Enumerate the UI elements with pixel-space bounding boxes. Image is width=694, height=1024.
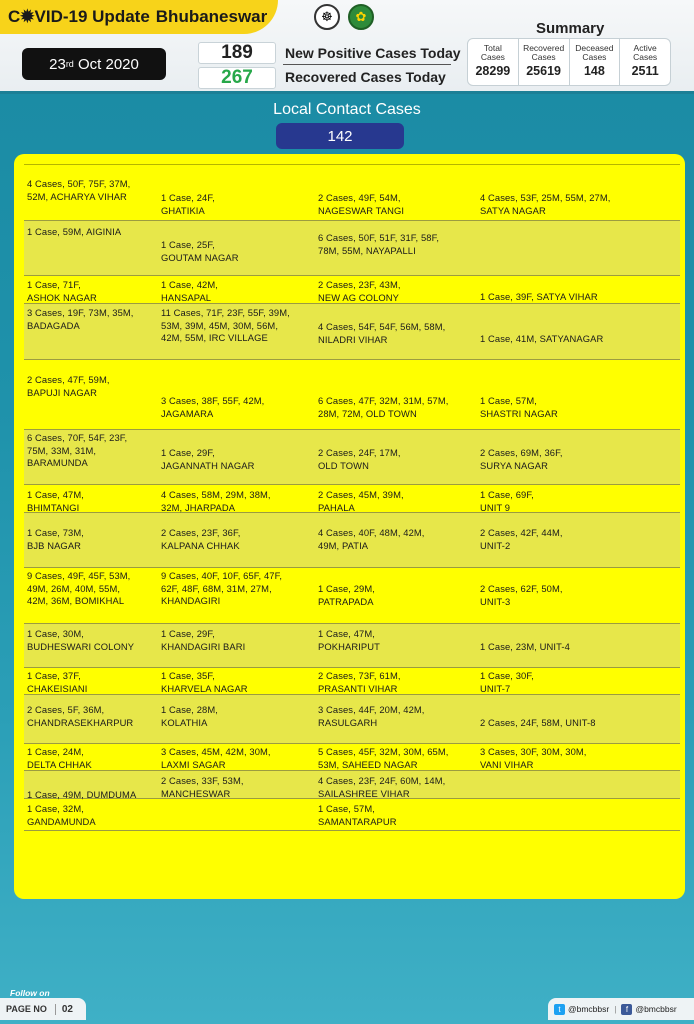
facebook-icon[interactable]: f xyxy=(621,1004,632,1015)
local-contact-title: Local Contact Cases xyxy=(273,101,421,118)
table-row xyxy=(24,799,680,831)
table-row xyxy=(24,168,680,221)
case-cell: 5 Cases, 45F, 32M, 30M, 65M, 53M, SAHEED NAGAR xyxy=(318,746,449,770)
case-cell: 1 Case, 35F, KHARVELA NAGAR xyxy=(161,670,248,694)
summary-value: 28299 xyxy=(475,64,511,78)
case-cell: 2 Cases, 5F, 36M, CHANDRASEKHARPUR xyxy=(27,704,134,728)
case-cell: 1 Case, 29M, PATRAPADA xyxy=(318,583,375,607)
bmc-logo-icon: ✿ xyxy=(348,4,374,30)
summary-value: 2511 xyxy=(631,64,659,78)
summary-label: Active Cases xyxy=(633,43,658,62)
table-row xyxy=(24,668,680,695)
case-cell: 3 Cases, 44F, 20M, 42M, RASULGARH xyxy=(318,704,425,728)
new-positive-label: New Positive Cases Today xyxy=(285,45,461,61)
new-positive-count: 189 xyxy=(198,42,276,64)
case-cell: 1 Case, 28M, KOLATHIA xyxy=(161,704,218,728)
case-cell: 6 Cases, 47F, 32M, 31M, 57M, 28M, 72M, OLD TOWN xyxy=(318,395,449,419)
case-cell: 3 Cases, 45M, 42M, 30M, LAXMI SAGAR xyxy=(161,746,271,770)
page-label: PAGE NO xyxy=(6,1004,47,1014)
case-cell: 1 Case, 29F, JAGANNATH NAGAR xyxy=(161,447,255,471)
summary-deceased xyxy=(570,39,621,85)
divider xyxy=(24,164,680,165)
header xyxy=(0,0,694,94)
case-cell: 1 Case, 24M, DELTA CHHAK xyxy=(27,746,92,770)
table-row xyxy=(24,360,680,430)
table-row xyxy=(24,695,680,744)
summary-value: 25619 xyxy=(526,64,561,78)
case-cell: 3 Cases, 19F, 73M, 35M, BADAGADA xyxy=(27,307,134,331)
case-cell: 1 Case, 24F, GHATIKIA xyxy=(161,192,215,216)
case-cell: 2 Cases, 73F, 61M, PRASANTI VIHAR xyxy=(318,670,401,694)
summary-label: Deceased Cases xyxy=(575,43,614,62)
case-cell: 1 Case, 59M, AIGINIA xyxy=(27,226,122,237)
title-banner xyxy=(0,0,278,34)
case-cell: 1 Case, 57M, SHASTRI NAGAR xyxy=(480,395,558,419)
recovered-today-label: Recovered Cases Today xyxy=(285,69,446,85)
date-rest: Oct 2020 xyxy=(78,55,139,73)
follow-on-label: Follow on xyxy=(10,988,50,998)
table-row xyxy=(24,276,680,304)
case-cell: 4 Cases, 50F, 75F, 37M, 52M, ACHARYA VIHAR xyxy=(27,178,131,202)
case-cell: 2 Cases, 23F, 36F, KALPANA CHHAK xyxy=(161,527,241,551)
case-cell: 1 Case, 73M, BJB NAGAR xyxy=(27,527,84,551)
case-cell: 1 Case, 42M, HANSAPAL xyxy=(161,279,218,303)
twitter-icon[interactable]: t xyxy=(554,1004,565,1015)
case-cell: 1 Case, 49M, DUMDUMA xyxy=(27,789,137,800)
page-number: 02 xyxy=(55,1004,73,1015)
case-cell: 1 Case, 37F, CHAKEISIANI xyxy=(27,670,88,694)
case-cell: 9 Cases, 40F, 10F, 65F, 47F, 62F, 48F, 68M, 31M, 27M, KHANDAGIRI xyxy=(161,570,283,606)
twitter-handle[interactable]: @bmcbbsr xyxy=(568,1004,610,1014)
summary-box xyxy=(467,38,671,86)
table-row xyxy=(24,221,680,276)
case-cell: 1 Case, 32M, GANDAMUNDA xyxy=(27,803,96,827)
table-row xyxy=(24,304,680,360)
case-cell: 2 Cases, 45M, 39M, PAHALA xyxy=(318,489,404,513)
case-cell: 4 Cases, 54F, 54F, 56M, 58M, NILADRI VIHAR xyxy=(318,321,446,345)
case-cell: 1 Case, 23M, UNIT-4 xyxy=(480,641,570,652)
case-cell: 1 Case, 30F, UNIT-7 xyxy=(480,670,534,694)
odisha-govt-logo-icon: ☸ xyxy=(314,4,340,30)
case-cell: 2 Cases, 23F, 43M, NEW AG COLONY xyxy=(318,279,401,303)
table-row xyxy=(24,513,680,568)
summary-title: Summary xyxy=(536,20,605,37)
table-row xyxy=(24,485,680,513)
recovered-today-count: 267 xyxy=(198,67,276,89)
summary-active xyxy=(620,39,670,85)
title-covid: C✹VID-19 Update xyxy=(8,7,150,26)
summary-value: 148 xyxy=(583,64,605,78)
case-cell: 1 Case, 41M, SATYANAGAR xyxy=(480,333,604,344)
case-cell: 4 Cases, 23F, 24F, 60M, 14M, SAILASHREE VIHAR xyxy=(318,775,446,799)
case-cell: 2 Cases, 24F, 58M, UNIT-8 xyxy=(480,717,596,728)
table-row xyxy=(24,624,680,668)
case-cell: 4 Cases, 58M, 29M, 38M, 32M, JHARPADA xyxy=(161,489,271,513)
summary-label: Total Cases xyxy=(480,43,505,62)
summary-recovered xyxy=(519,39,570,85)
case-cell: 1 Case, 29F, KHANDAGIRI BARI xyxy=(161,628,246,652)
case-cell: 1 Case, 39F, SATYA VIHAR xyxy=(480,291,598,302)
divider xyxy=(283,64,451,65)
date-suffix: rd xyxy=(65,59,74,69)
case-cell: 4 Cases, 40F, 48M, 42M, 49M, PATIA xyxy=(318,527,425,551)
social-bar xyxy=(548,998,694,1020)
date-day: 23 xyxy=(49,55,66,73)
local-contact-count: 142 xyxy=(276,123,404,149)
case-cell: 4 Cases, 53F, 25M, 55M, 27M, SATYA NAGAR xyxy=(480,192,611,216)
table-row xyxy=(24,771,680,799)
case-cell: 1 Case, 57M, SAMANTARAPUR xyxy=(318,803,397,827)
case-cell: 11 Cases, 71F, 23F, 55F, 39M, 53M, 39M, 45M, 30M, 56M, 42M, 55M, IRC VILLAGE xyxy=(161,307,290,343)
table-row xyxy=(24,430,680,485)
case-cell: 1 Case, 71F, ASHOK NAGAR xyxy=(27,279,97,303)
title-city: Bhubaneswar xyxy=(155,7,268,26)
case-cell: 2 Cases, 49F, 54M, NAGESWAR TANGI xyxy=(318,192,405,216)
summary-label: Recovered Cases xyxy=(523,43,565,62)
case-cell: 6 Cases, 50F, 51F, 31F, 58F, 78M, 55M, NAYAPALLI xyxy=(318,232,440,256)
case-cell: 2 Cases, 69M, 36F, SURYA NAGAR xyxy=(480,447,563,471)
facebook-handle[interactable]: @bmcbbsr xyxy=(635,1004,677,1014)
social-separator: | xyxy=(614,1004,617,1014)
case-cell: 2 Cases, 42F, 44M, UNIT-2 xyxy=(480,527,563,551)
summary-total xyxy=(468,39,519,85)
table-row xyxy=(24,744,680,771)
case-cell: 1 Case, 30M, BUDHESWARI COLONY xyxy=(27,628,135,652)
case-cell: 3 Cases, 30F, 30M, 30M, VANI VIHAR xyxy=(480,746,587,770)
case-cell: 1 Case, 69F, UNIT 9 xyxy=(480,489,534,513)
case-cell: 9 Cases, 49F, 45F, 53M, 49M, 26M, 40M, 55M, 42M, 36M, BOMIKHAL xyxy=(27,570,131,606)
case-cell: 1 Case, 25F, GOUTAM NAGAR xyxy=(161,239,239,263)
case-cell: 2 Cases, 62F, 50M, UNIT-3 xyxy=(480,583,563,607)
date-badge xyxy=(22,48,166,80)
case-cell: 1 Case, 47M, POKHARIPUT xyxy=(318,628,380,652)
case-cell: 6 Cases, 70F, 54F, 23F, 75M, 33M, 31M, BARAMUNDA xyxy=(27,432,128,468)
cases-panel xyxy=(14,154,685,899)
page-number-box xyxy=(0,998,86,1020)
case-cell: 2 Cases, 24F, 17M, OLD TOWN xyxy=(318,447,401,471)
case-cell: 2 Cases, 33F, 53M, MANCHESWAR xyxy=(161,775,244,799)
table-row xyxy=(24,568,680,624)
case-cell: 1 Case, 47M, BHIMTANGI xyxy=(27,489,84,513)
case-cell: 2 Cases, 47F, 59M, BAPUJI NAGAR xyxy=(27,374,110,398)
case-cell: 3 Cases, 38F, 55F, 42M, JAGAMARA xyxy=(161,395,265,419)
